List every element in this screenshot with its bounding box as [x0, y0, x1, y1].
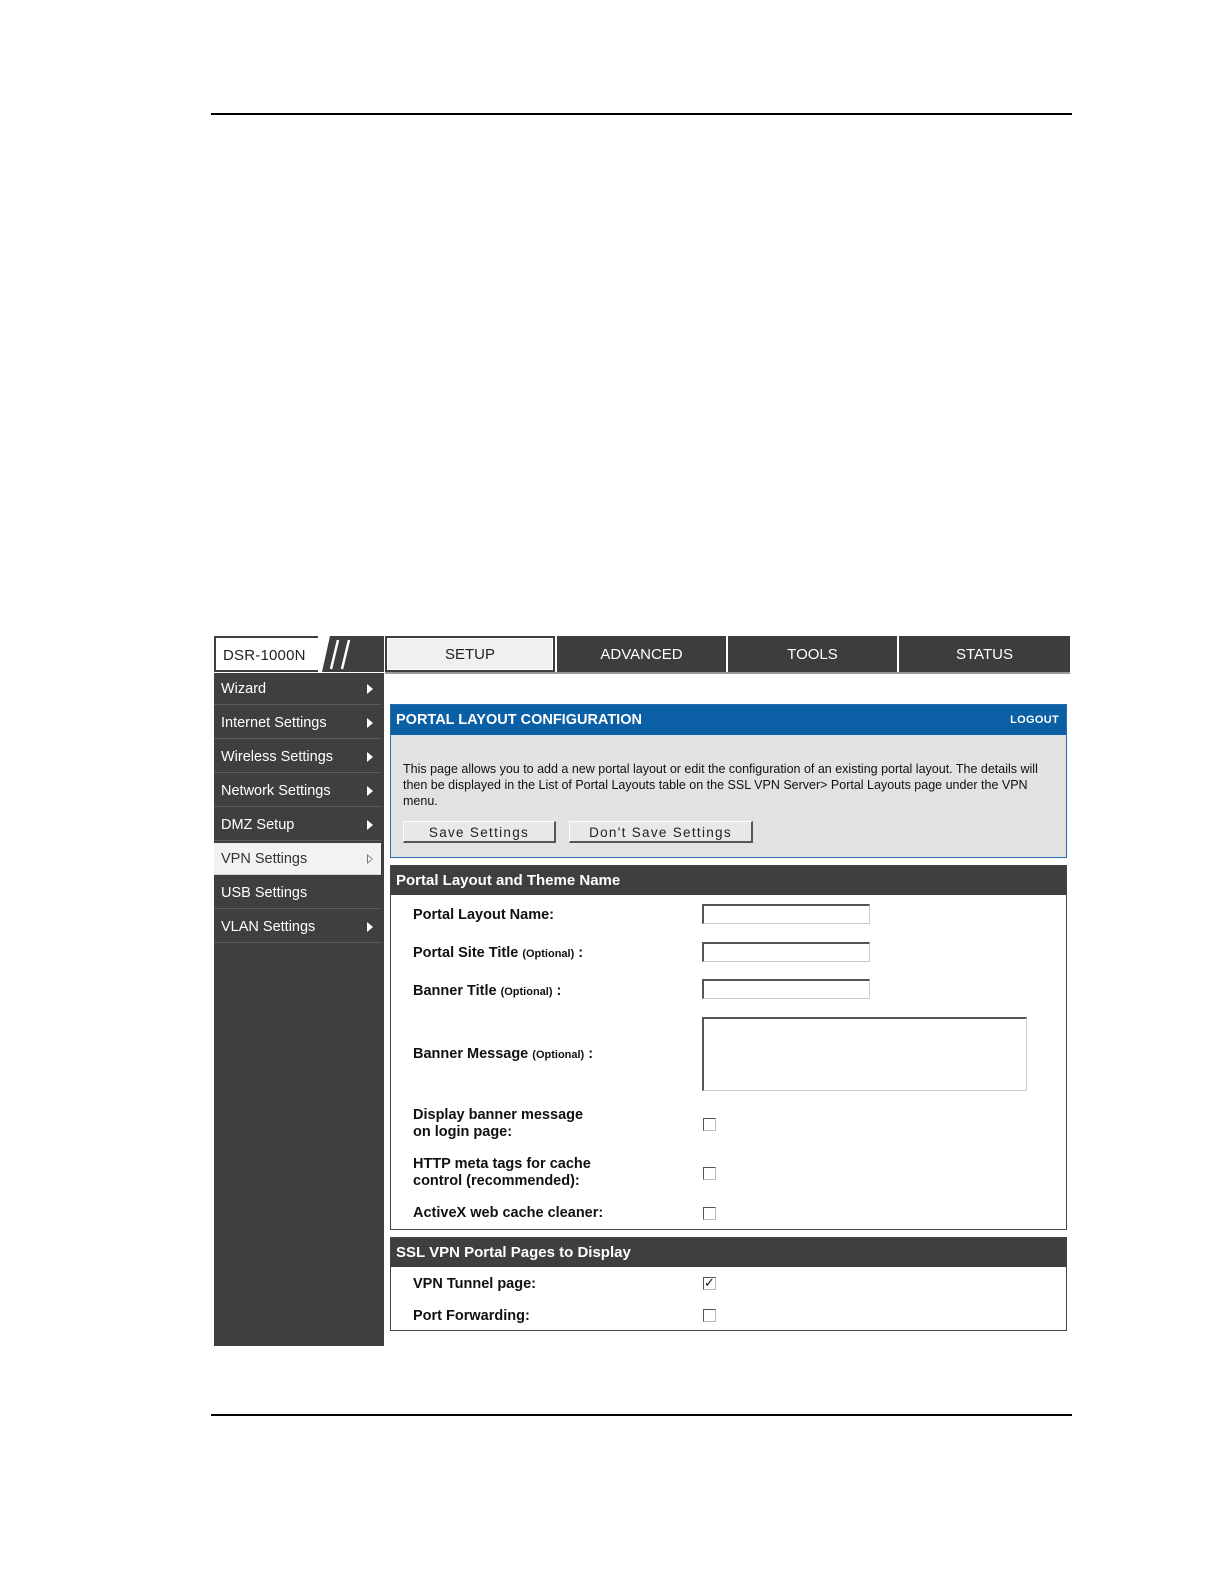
portal-layout-theme-section: [390, 865, 1067, 1230]
tab-status[interactable]: STATUS: [897, 636, 1070, 672]
field-label: HTTP meta tags for cache control (recommended):: [413, 1156, 591, 1189]
chevron-right-icon: [367, 752, 373, 762]
main-content: [390, 704, 1067, 1331]
logout-link[interactable]: LOGOUT: [1010, 714, 1059, 726]
device-model: DSR-1000N: [223, 647, 306, 664]
port-forwarding-checkbox[interactable]: [703, 1309, 716, 1322]
sidebar: [214, 673, 384, 1346]
sidebar-item-label: DMZ Setup: [221, 817, 295, 833]
brand-logo-box: [216, 638, 322, 670]
sidebar-item-label: Internet Settings: [221, 715, 327, 731]
page-top-rule: [211, 113, 1072, 115]
action-buttons: [403, 821, 1054, 843]
field-label: ActiveX web cache cleaner:: [413, 1205, 604, 1221]
section-title: Portal Layout and Theme Name: [391, 866, 1066, 895]
tab-setup[interactable]: SETUP: [385, 636, 555, 672]
field-label: Port Forwarding:: [413, 1308, 530, 1324]
sidebar-item-internet-settings[interactable]: [214, 707, 381, 739]
section-title: SSL VPN Portal Pages to Display: [391, 1238, 1066, 1267]
chevron-right-icon: [367, 786, 373, 796]
ssl-vpn-portal-pages-section: [390, 1237, 1067, 1331]
chevron-right-icon: [367, 820, 373, 830]
save-settings-button[interactable]: Save Settings: [403, 821, 556, 843]
tab-underline: [385, 672, 1070, 674]
sidebar-item-usb-settings[interactable]: [214, 877, 381, 909]
field-label: VPN Tunnel page:: [413, 1276, 536, 1292]
banner-message-textarea[interactable]: [702, 1017, 1027, 1091]
banner-title-input[interactable]: [702, 979, 870, 999]
field-label: Display banner message on login page:: [413, 1107, 584, 1140]
page-title: PORTAL LAYOUT CONFIGURATION: [396, 712, 642, 728]
chevron-right-icon: [367, 684, 373, 694]
panel-body: [391, 735, 1066, 857]
chevron-right-icon: [367, 922, 373, 932]
vpn-tunnel-page-checkbox[interactable]: [703, 1277, 716, 1290]
sidebar-item-vpn-settings[interactable]: [214, 843, 381, 875]
page-description: This page allows you to add a new portal layout or edit the configuration of an existing portal layout. The details will then be displayed in the List of Portal Layouts table on the SSL VPN Server> Portal Layouts page under the VPN menu.: [403, 762, 1038, 808]
field-label: Banner Title (Optional) :: [413, 983, 562, 999]
sidebar-item-label: Wizard: [221, 681, 267, 697]
brand-header: [214, 636, 384, 672]
sidebar-item-label: Wireless Settings: [221, 749, 334, 765]
portal-pages-rows: [391, 1267, 1066, 1329]
page-bottom-rule: [211, 1414, 1072, 1416]
portal-layout-name-input[interactable]: [702, 904, 870, 924]
tab-advanced[interactable]: ADVANCED: [555, 636, 726, 672]
sidebar-item-label: USB Settings: [221, 885, 308, 901]
sidebar-item-wireless-settings[interactable]: [214, 741, 381, 773]
http-meta-tags-checkbox[interactable]: [703, 1167, 716, 1180]
display-banner-checkbox[interactable]: [703, 1118, 716, 1131]
dont-save-settings-button[interactable]: Don't Save Settings: [569, 821, 753, 843]
checkmark-icon: ✓: [704, 1275, 715, 1290]
sidebar-item-dmz-setup[interactable]: [214, 809, 381, 841]
panel-header: [391, 705, 1066, 735]
brand-slash-icon: [318, 636, 384, 672]
sidebar-item-network-settings[interactable]: [214, 775, 381, 807]
sidebar-item-label: Network Settings: [221, 783, 331, 799]
portal-layout-config-panel: [390, 704, 1067, 858]
chevron-right-outline-icon: [367, 854, 373, 864]
chevron-right-icon: [367, 718, 373, 728]
tab-tools[interactable]: TOOLS: [726, 636, 897, 672]
router-admin-screenshot: [214, 636, 1070, 1346]
field-label: Banner Message (Optional) :: [413, 1046, 594, 1062]
top-tabs: [385, 636, 1070, 672]
sidebar-item-label: VPN Settings: [221, 851, 308, 867]
sidebar-item-vlan-settings[interactable]: [214, 911, 381, 943]
field-label: Portal Layout Name:: [413, 907, 554, 923]
field-label: Portal Site Title (Optional) :: [413, 945, 584, 961]
activex-cache-cleaner-checkbox[interactable]: [703, 1207, 716, 1220]
sidebar-item-wizard[interactable]: [214, 673, 381, 705]
portal-site-title-input[interactable]: [702, 942, 870, 962]
sidebar-item-label: VLAN Settings: [221, 919, 316, 935]
portal-layout-name-row: [391, 895, 1066, 1228]
